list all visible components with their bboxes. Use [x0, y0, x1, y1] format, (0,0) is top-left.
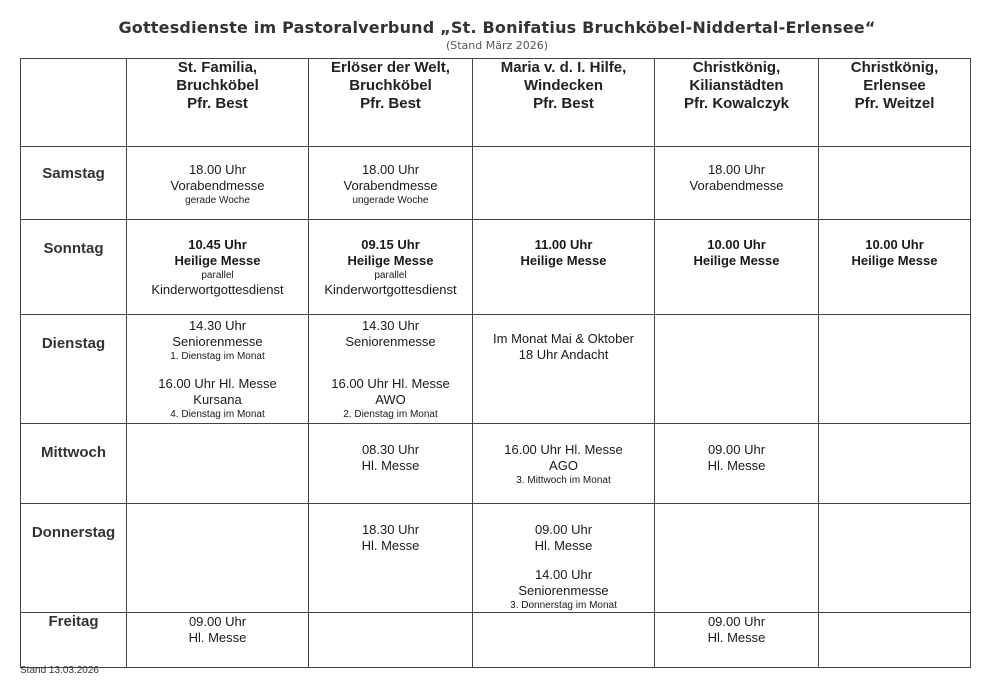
- schedule-text: 08.30 Uhr: [361, 442, 420, 457]
- column-header-line: Christkönig,: [850, 59, 939, 76]
- schedule-cell: [655, 147, 819, 220]
- column-header-line: Pfr. Best: [533, 95, 594, 112]
- schedule-text: Heilige Messe: [174, 253, 261, 268]
- row-samstag: [21, 147, 971, 220]
- schedule-note: ungerade Woche: [352, 195, 429, 206]
- schedule-cell: [309, 504, 473, 613]
- day-label: Donnerstag: [21, 504, 127, 613]
- schedule-text: 10.00 Uhr: [707, 237, 766, 252]
- schedule-text: 11.00 Uhr: [534, 237, 593, 252]
- spacer: [127, 363, 308, 376]
- row-dienstag: [21, 315, 971, 424]
- schedule-note: 3. Donnerstag im Monat: [510, 600, 617, 611]
- schedule-cell: [819, 424, 971, 504]
- schedule-cell: [309, 220, 473, 315]
- schedule-cell: [655, 424, 819, 504]
- schedule-text: Heilige Messe: [851, 253, 938, 268]
- schedule-cell: [655, 315, 819, 424]
- column-header-3: [473, 59, 655, 147]
- row-donnerstag: [21, 504, 971, 613]
- schedule-text: Vorabendmesse: [343, 178, 438, 193]
- column-header-line: Bruchköbel: [176, 77, 259, 94]
- day-label: Sonntag: [21, 220, 127, 315]
- column-header-line: Bruchköbel: [349, 77, 432, 94]
- schedule-text: AGO: [549, 458, 578, 473]
- schedule-cell: [819, 315, 971, 424]
- schedule-cell: [819, 220, 971, 315]
- column-header-line: Christkönig,: [692, 59, 781, 76]
- schedule-text: Seniorenmesse: [518, 583, 609, 598]
- schedule-cell: [655, 613, 819, 668]
- column-header-line: Pfr. Weitzel: [854, 95, 935, 112]
- schedule-cell: [127, 147, 309, 220]
- column-header-line: Pfr. Kowalczyk: [683, 95, 790, 112]
- schedule-cell: [473, 315, 655, 424]
- column-header-2: [309, 59, 473, 147]
- schedule-cell: [655, 220, 819, 315]
- schedule-cell: [473, 613, 655, 668]
- spacer: [473, 554, 654, 567]
- day-label: Dienstag: [21, 315, 127, 424]
- schedule-note: 2. Dienstag im Monat: [343, 409, 438, 420]
- schedule-cell: [309, 315, 473, 424]
- schedule-text: 18.00 Uhr: [361, 162, 420, 177]
- schedule-text: AWO: [375, 392, 406, 407]
- column-header-line: Maria v. d. I. Hilfe,: [500, 59, 627, 76]
- schedule-cell: [127, 504, 309, 613]
- schedule-cell: [655, 504, 819, 613]
- schedule-cell: [473, 424, 655, 504]
- spacer: [309, 350, 472, 363]
- schedule-text: 10.45 Uhr: [188, 237, 247, 252]
- column-header-line: Erlöser der Welt,: [331, 59, 450, 76]
- schedule-text: 09.00 Uhr: [707, 442, 766, 457]
- schedule-text: 09.15 Uhr: [361, 237, 420, 252]
- schedule-text: Kursana: [193, 392, 242, 407]
- day-label: Samstag: [21, 147, 127, 220]
- schedule-cell: [127, 424, 309, 504]
- schedule-text: Kinderwortgottesdienst: [151, 282, 284, 297]
- day-label: Freitag: [21, 613, 127, 668]
- page-subtitle: (Stand März 2026): [445, 39, 549, 52]
- schedule-text: 16.00 Uhr Hl. Messe: [504, 442, 623, 457]
- footer-stand: Stand 13.03.2026: [20, 665, 99, 676]
- schedule-note: 1. Dienstag im Monat: [170, 351, 265, 362]
- schedule-text: 14.00 Uhr: [534, 567, 593, 582]
- schedule-text: Hl. Messe: [707, 630, 766, 645]
- schedule-text: Vorabendmesse: [170, 178, 265, 193]
- column-header-line: Pfr. Best: [360, 95, 421, 112]
- column-header-5: [819, 59, 971, 147]
- schedule-cell: [819, 504, 971, 613]
- schedule-table: [20, 58, 971, 668]
- schedule-text: 14.30 Uhr: [188, 318, 247, 333]
- schedule-cell: [309, 147, 473, 220]
- schedule-note: 3. Mittwoch im Monat: [516, 475, 611, 486]
- row-sonntag: [21, 220, 971, 315]
- row-freitag: [21, 613, 971, 668]
- day-label: Mittwoch: [21, 424, 127, 504]
- schedule-text: 10.00 Uhr: [865, 237, 924, 252]
- schedule-text: Hl. Messe: [707, 458, 766, 473]
- schedule-text: Im Monat Mai & Oktober: [493, 331, 634, 346]
- column-header-line: Kilianstädten: [689, 77, 784, 94]
- schedule-cell: [309, 424, 473, 504]
- header-row: [21, 59, 971, 147]
- schedule-cell: [473, 220, 655, 315]
- schedule-text: 09.00 Uhr: [188, 614, 247, 629]
- row-mittwoch: [21, 424, 971, 504]
- schedule-note: parallel: [374, 270, 407, 281]
- schedule-text: Kinderwortgottesdienst: [324, 282, 457, 297]
- schedule-text: 16.00 Uhr Hl. Messe: [158, 376, 277, 391]
- corner-cell: [21, 59, 127, 147]
- schedule-text: Hl. Messe: [534, 538, 593, 553]
- page-title: Gottesdienste im Pastoralverbund „St. Bonifatius Bruchköbel-Niddertal-Erlensee“: [118, 18, 876, 37]
- schedule-text: Seniorenmesse: [345, 334, 436, 349]
- schedule-text: 18.30 Uhr: [361, 522, 420, 537]
- schedule-text: 18 Uhr Andacht: [518, 347, 609, 362]
- schedule-text: 18.00 Uhr: [188, 162, 247, 177]
- schedule-text: 09.00 Uhr: [707, 614, 766, 629]
- schedule-text: Heilige Messe: [347, 253, 434, 268]
- schedule-text: Heilige Messe: [520, 253, 607, 268]
- column-header-4: [655, 59, 819, 147]
- column-header-line: St. Familia,: [177, 59, 258, 76]
- schedule-text: Hl. Messe: [188, 630, 247, 645]
- schedule-cell: [127, 315, 309, 424]
- schedule-cell: [473, 147, 655, 220]
- schedule-cell: [127, 220, 309, 315]
- spacer: [309, 363, 472, 376]
- schedule-text: Hl. Messe: [361, 458, 420, 473]
- schedule-text: Seniorenmesse: [172, 334, 263, 349]
- schedule-note: parallel: [201, 270, 234, 281]
- schedule-text: Vorabendmesse: [689, 178, 784, 193]
- schedule-text: Hl. Messe: [361, 538, 420, 553]
- schedule-cell: [819, 147, 971, 220]
- schedule-text: 09.00 Uhr: [534, 522, 593, 537]
- column-header-line: Windecken: [523, 77, 604, 94]
- schedule-cell: [127, 613, 309, 668]
- schedule-text: 16.00 Uhr Hl. Messe: [331, 376, 450, 391]
- column-header-line: Pfr. Best: [187, 95, 248, 112]
- schedule-text: Heilige Messe: [693, 253, 780, 268]
- schedule-text: 18.00 Uhr: [707, 162, 766, 177]
- column-header-1: [127, 59, 309, 147]
- schedule-text: 14.30 Uhr: [361, 318, 420, 333]
- schedule-cell: [473, 504, 655, 613]
- spacer: [473, 318, 654, 331]
- schedule-cell: [819, 613, 971, 668]
- schedule-cell: [309, 613, 473, 668]
- column-header-line: Erlensee: [863, 77, 926, 94]
- schedule-note: 4. Dienstag im Monat: [170, 409, 265, 420]
- schedule-note: gerade Woche: [185, 195, 250, 206]
